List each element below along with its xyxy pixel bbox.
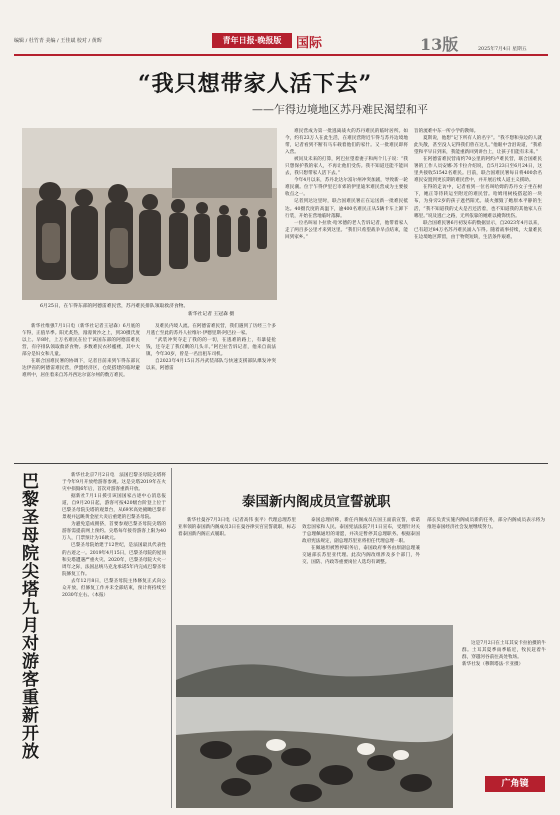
main-col-4-p1: 旨的流难中东一所小学的教师。 xyxy=(414,129,479,134)
notre-dame-p4: 巴黎圣母院始建于12世纪，是法国最具代表性的古迹之一。2019年4月15日，巴黎圣母院的屋顶和尖塔遭遇严重火灾。2020年，巴黎圣母院大火一周年之际，法国总统马克龙承诺5年内完成巴黎圣母院修复工作。 xyxy=(62,543,166,577)
main-col-4-p4: 在得的走访中，记者看到一位名叫哈姆的苏丹女子坐在树下，她正等待转运至附近的难民营。哈姆用树枝搭起的一块布，为身旁2岁的孩子遮挡阳光。战火摧毁了她原本平静的生活，“我不知道我的丈夫是否还活着，也不知道我的其他家人在哪里。”说及逃亡之路，无所依靠的她难以掩饰忧伤。 xyxy=(414,185,542,219)
section-divider xyxy=(14,463,548,464)
page-number: 13版 xyxy=(420,35,459,54)
main-col-1-p1: 新华社维强7月1日电（新华社记者王冠森）6月底的乍得，正值旱季。阳光炙热，漫漫黄沙之上，到30摄氏度以上。早8时，上万名难民在位于该国东部的阿德雷难民营，有序排队领取救济食物。多数难民衣衫褴褛，其中大部分是妇女和儿童。 xyxy=(22,324,140,358)
section-name: 国际 xyxy=(296,35,323,50)
main-col-1-p2: 在联合国难民署的协调下，记者目前来到乍得东部瓦达伊省的阿德雷难民营，伊盟经济区，仓促搭建的临时避难所中，居住着来自苏丹西达尔富尔州的数万难民。 xyxy=(22,359,140,379)
thailand-p4: 部长负责实施内阁成员新的任务，部分内阁成员表示将为推进泰国经济社会发展继续努力。 xyxy=(427,518,545,531)
notre-dame-p3: 为避免造成拥挤，首要参观巴黎圣母院尖塔的游客需提前网上预约。尖塔每年接待游客上限为40万人，门票预计为16欧元。 xyxy=(62,522,166,542)
thailand-headline: 泰国新内阁成员宣誓就职 xyxy=(242,494,391,510)
main-col-2-p1: 及难民内境人流。在阿德雷难民营，我们遇到了历经三个多月逃亡至此的苏丹人拉维尔·伊德里斯·阿巴拉一家。 xyxy=(146,324,276,337)
main-col-3-p5: 一位名叫易卜拉欣·哈米德的老人告诉记者，他带着家人走了两百多公里才来到这里。“我们只希望战争早点结束，能回到家乡。” xyxy=(285,220,408,240)
main-col-2-p2: “武装冲突夺走了我的的一切，在逃难的路上，有暴徒抢钱，还夺走了我仅剩的几头羊。”阿巴拉告诉记者，他来自南法镇，今年30岁，曾是一名出租车司机。 xyxy=(146,338,276,358)
thailand-p3: 在佩通坦被暂停职务后，泰国政府事务由原副总理兼交通部长苏里亚代理。此次内阁改组涉及多个部门，外交、国防、内政等重要岗位人选均有调整。 xyxy=(302,546,420,566)
thailand-col-1 xyxy=(178,517,296,609)
thailand-col-3 xyxy=(427,517,545,609)
refugee-photo-art xyxy=(22,128,277,300)
cattle-caption-text: 这是7月2日在土耳其安卡拉拍摄的牛群。土耳其夏季雨季临近，牧民赶着牛群，穿越河谷前往高处牧场。 xyxy=(462,641,546,661)
cattle-photo-caption xyxy=(462,640,546,760)
cattle-photo-art xyxy=(176,625,453,808)
wide-angle-badge-label: 广角镜 xyxy=(501,779,529,789)
main-col-3-p3: 今年4月以来，苏丹北达尔富尔州冲突加剧，导致新一轮难民潮。位于乍得伊里巴市郊的伊里迪米难民营成为主要接收点之一。 xyxy=(285,178,408,198)
notre-dame-p1: 新华社北京7月2日电 法国巴黎圣母院尖塔将于今年9月开放给游客参观。这是尖塔2019年在火灾中损毁6年后，首次对游客重新开放。 xyxy=(62,473,166,493)
main-subheadline: ——乍得边境地区苏丹难民渴望和平 xyxy=(252,103,428,116)
column-divider xyxy=(171,468,172,808)
issue-date: 2025年7月4日 星期五 xyxy=(478,47,527,52)
main-col-4-p3: 在阿德雷难民营南约70公里的阿约卢难民营，联合国难民署的工作人员安娜·苏卡拉介绍说，自5月23日至6月24日，这里共接收51542名难民。目前，联合国难民署每日将400余名难民安置到更长期的难民营中，并开展后续人道主义援助。 xyxy=(414,157,542,184)
wide-angle-badge xyxy=(485,776,545,792)
masthead-bar xyxy=(212,33,292,48)
notre-dame-headline: 巴黎圣母院尖塔九月对游客重新开放 xyxy=(18,472,38,760)
main-col-2 xyxy=(146,323,276,458)
masthead-rule xyxy=(14,54,548,56)
refugee-photo-credit: 新华社记者 王冠森 摄 xyxy=(188,312,235,317)
main-col-3-p1: 难民营成为第一批逃离战火的苏丹难民的临时居所。如今，约有23万人在此生活，在难民营附近乍得与苏丹边境地带，记者看到不断有马车载着他们的家什。又一批难民即将入营。 xyxy=(285,129,408,156)
thailand-p1: 新华社曼谷7月3日电（记者高伟 张平）代理总理苏里亚率领的泰国新内阁成员3日在曼谷律实宫宣誓就职，标志着泰国新内阁正式履职。 xyxy=(178,518,296,538)
main-col-3 xyxy=(285,128,408,458)
main-col-3-p4: 记者到达这里时，联合国难民署正在运送新一批难民抵达。40摄氏度的高温下，逾400名难民正从5辆卡车上卸下行装，开始在营地临时落脚。 xyxy=(285,199,408,219)
refugee-photo-caption: 6月25日，在乍得东部的阿德雷难民营，苏丹难民排队领取救济食物。 xyxy=(40,304,189,309)
thailand-p2: 泰国总理府称，新任内阁成员在国王面前宣誓，承诺效忠国家和人民。泰国宪法法院7月1日宣布，受理针对关于总理佩通坦的请愿，并决定暂停其总理职务。根据泰国政府宪法规定，副总理苏里亚将担任代理总理一职。 xyxy=(302,518,420,545)
cattle-caption-credit: 新华社发（穆斯塔法·卡亚摄） xyxy=(462,662,524,668)
main-col-4-p5: 联合国难民署6月初发布的数据显示，自2023年4月以来，已有超过84万名苏丹难民涌入乍得。随着战事持续，大量难民在边境地区滞留，由于物资短缺，生活条件艰难。 xyxy=(414,220,542,240)
main-col-1 xyxy=(22,323,140,458)
cattle-photo xyxy=(176,625,453,808)
notre-dame-p5: 去年12月8日，巴黎圣母院主体修复正式向公众开放，但修复工作并未全部结束，预计将持续至2030年左右。（本报） xyxy=(62,578,166,598)
main-col-4 xyxy=(414,128,542,458)
main-headline: “我只想带家人活下去” xyxy=(138,71,373,97)
notre-dame-p2: 据新社7月1日援引该国国家古迹中心消息报道，自9月20日起，游客可按420级台阶登上位于巴黎圣母院尖塔的观景台，从69米高处俯瞰巴黎市景观并远眺黄金屋大炎后重建的巴黎圣母院。 xyxy=(62,494,166,521)
refugee-photo xyxy=(22,128,277,300)
main-col-2-p3: 自2023年4月15日苏丹武装部队与快速支援部队爆发冲突以来，阿德雷 xyxy=(146,359,276,372)
thailand-col-2 xyxy=(302,517,420,609)
notre-dame-body xyxy=(62,472,166,808)
paper-name: 青年日报·晚报版 xyxy=(222,35,282,45)
main-col-4-p2: 夏斯说，他想“记下所有人的名字”。“我不想和身边的人就此失散，甚至没人记得我们曾在这儿。”他眼中含泪说道，“我希望和平早日到来，我能重新回到讲台上，让孩子们能有未来。” xyxy=(414,136,542,156)
main-col-3-p2: 被问及未来的打算，阿巴拉望着妻子和两个儿子说：“我只想保护我的家人，不再让他们受伤。我不知道还能不能回去，我只想带家人活下去。” xyxy=(285,157,408,177)
editors-line: 编辑 / 杜竹青 美编 / 王佳斌 校对 / 黄晖 xyxy=(14,38,102,44)
